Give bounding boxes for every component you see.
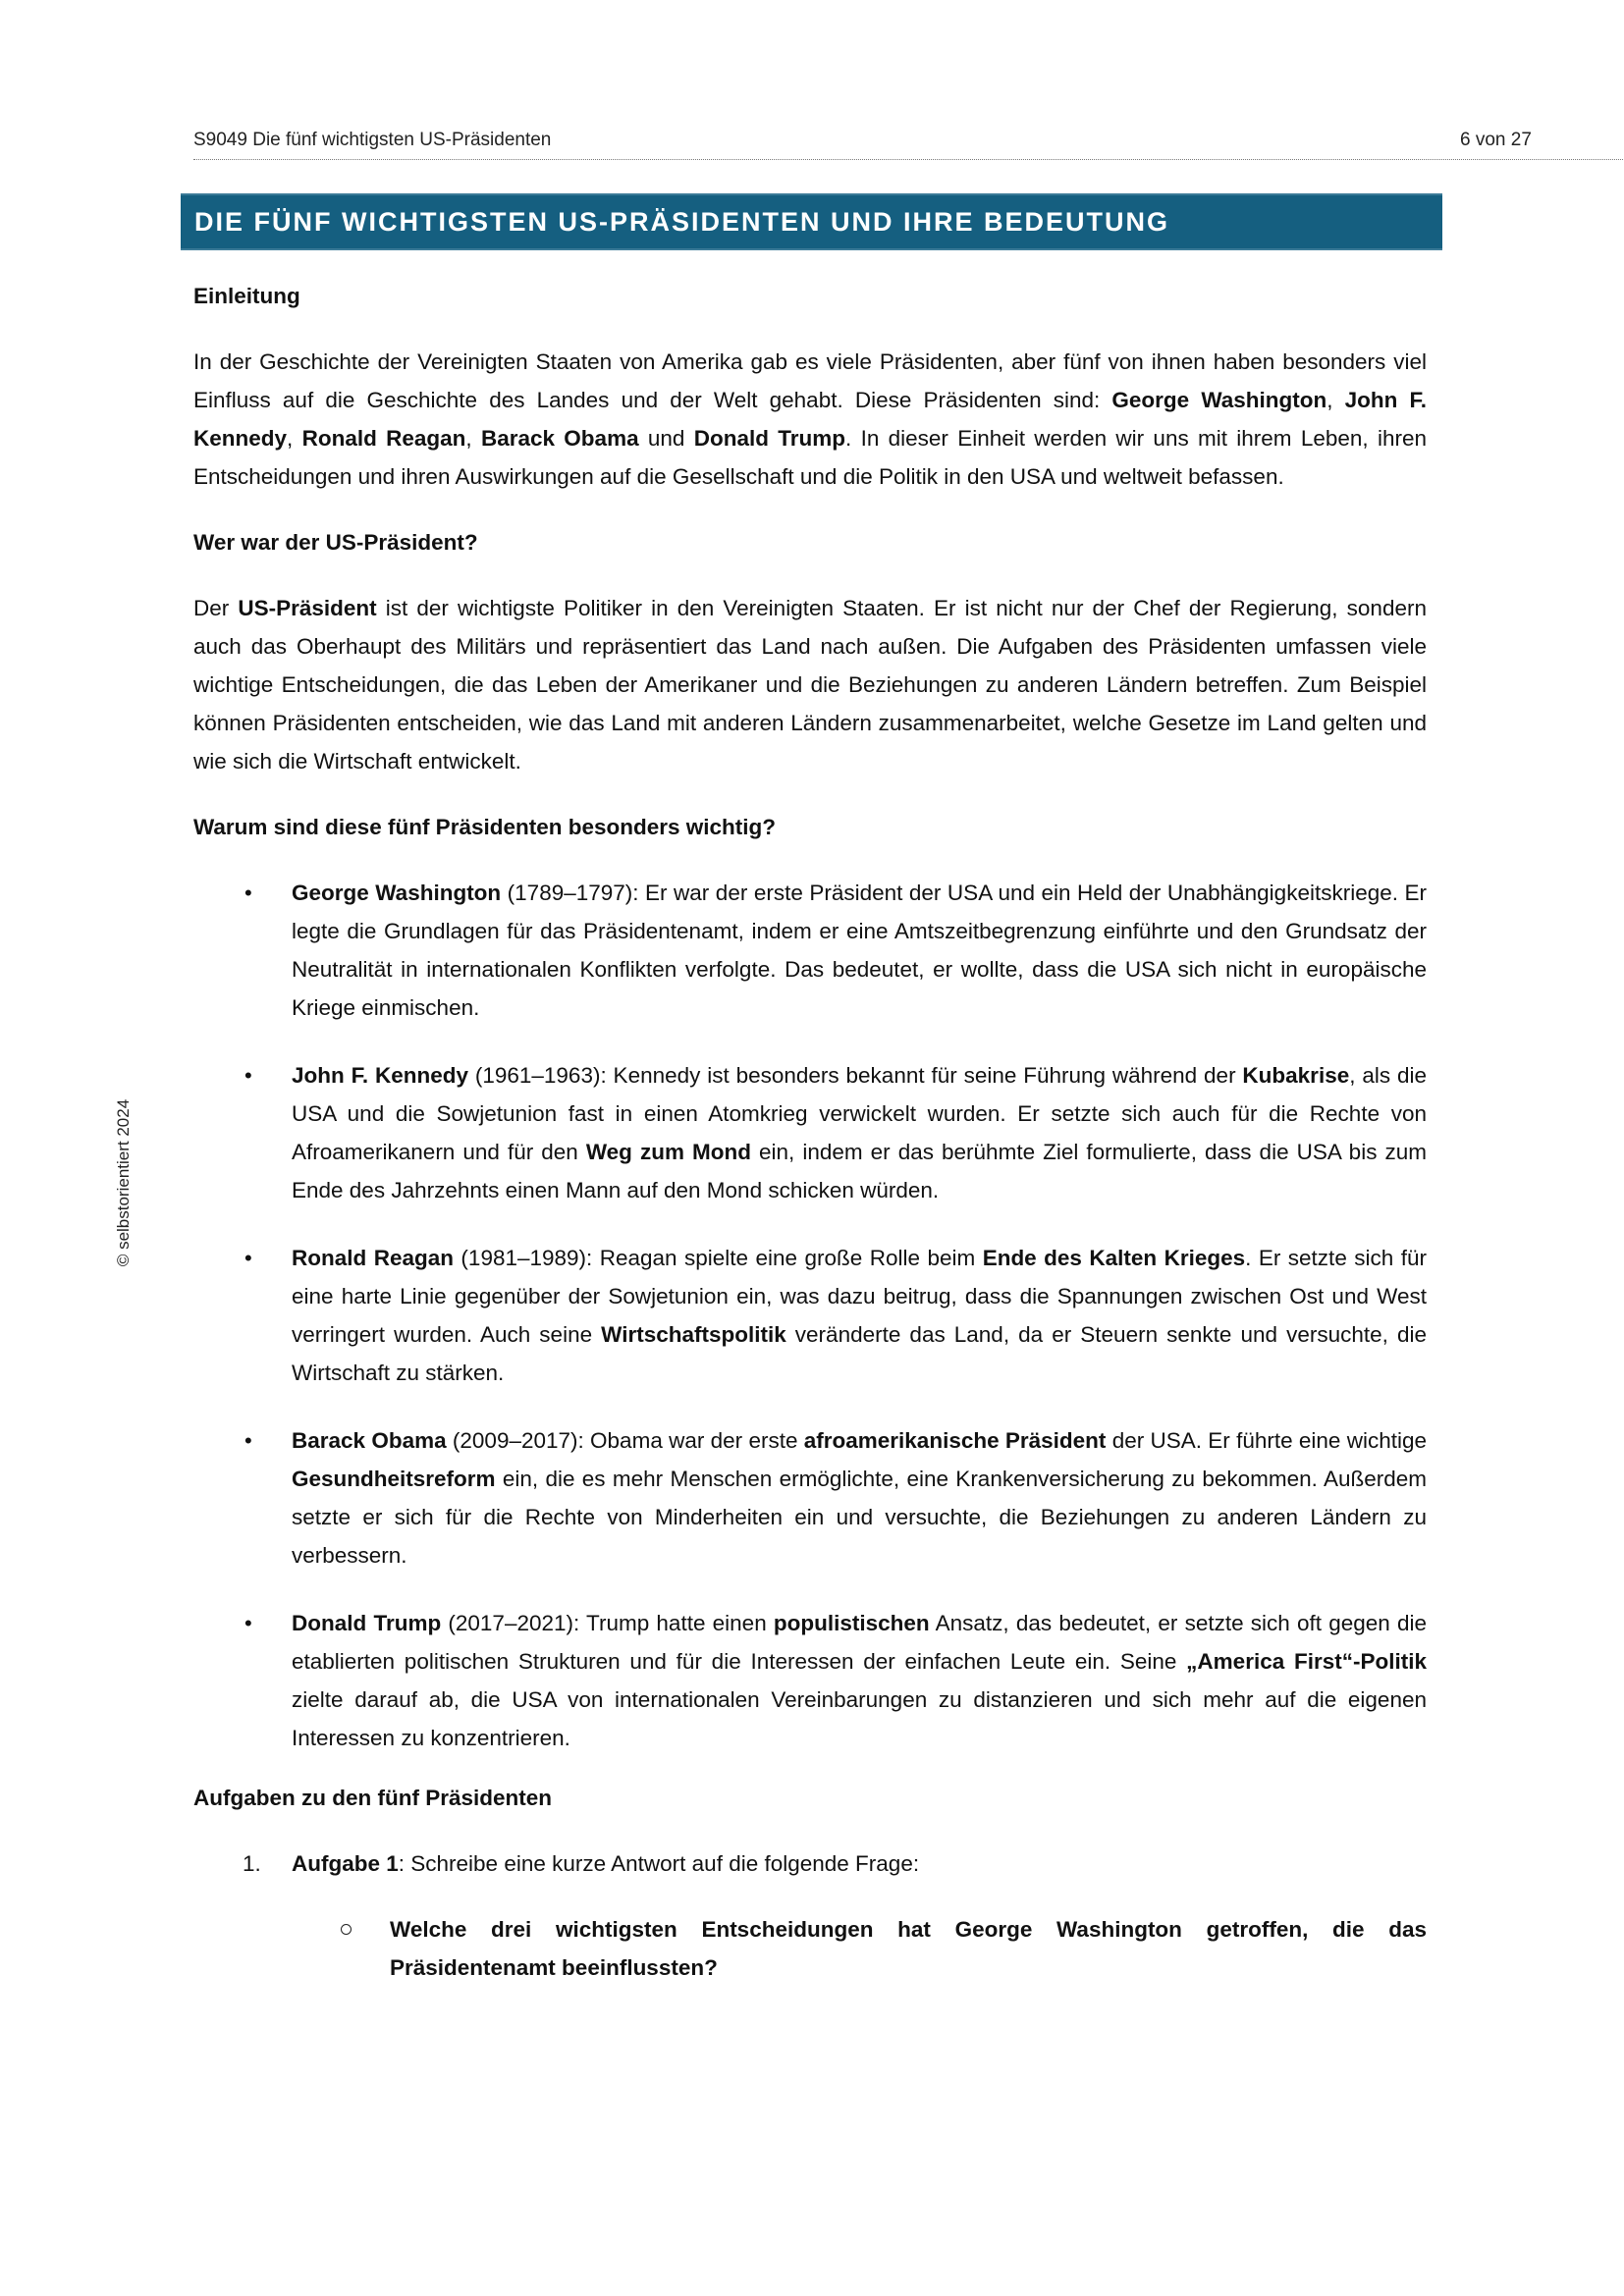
president-name: Ronald Reagan bbox=[301, 426, 466, 451]
task-label: Aufgabe 1 bbox=[292, 1851, 399, 1876]
president-name: George Washington bbox=[1111, 388, 1327, 412]
bold-term: „America First“-Politik bbox=[1186, 1649, 1427, 1674]
list-item-trump bbox=[193, 1604, 1427, 1757]
bullet-icon: • bbox=[244, 1428, 252, 1453]
title-banner bbox=[181, 193, 1442, 250]
bullet-icon: • bbox=[244, 1063, 252, 1088]
bold-term: Kubakrise bbox=[1242, 1063, 1350, 1088]
text: . Er setzte sich für eine harte Linie gegenüber der Sowjetunion ein, was dazu beitrug, dass die Spannungen zwischen Ost und West verringert wurden. Auch seine bbox=[292, 1246, 1428, 1347]
bold-term: populistischen bbox=[773, 1611, 930, 1635]
president-name: Barack Obama bbox=[292, 1428, 447, 1453]
section-why bbox=[193, 808, 1427, 1757]
intro-paragraph bbox=[193, 343, 1427, 496]
task-number: 1. bbox=[243, 1851, 261, 1876]
page-number: 6 von 27 bbox=[1460, 130, 1532, 150]
list-item-kennedy bbox=[193, 1056, 1427, 1209]
president-name: Ronald Reagan bbox=[292, 1246, 454, 1270]
bullet-icon: • bbox=[244, 1246, 252, 1270]
president-name: Donald Trump bbox=[292, 1611, 442, 1635]
task-instruction: : Schreibe eine kurze Antwort auf die folgende Frage: bbox=[398, 1851, 920, 1876]
page-header bbox=[193, 126, 1623, 160]
bold-term: Wirtschaftspolitik bbox=[601, 1322, 786, 1347]
text: (1981–1989): Reagan spielte eine große Rolle beim bbox=[453, 1246, 983, 1270]
text: Der bbox=[193, 596, 239, 620]
president-name: John F. Kennedy bbox=[193, 388, 1427, 451]
bold-term: Weg zum Mond bbox=[585, 1140, 751, 1164]
section-heading: Warum sind diese fünf Präsidenten besonders wichtig? bbox=[193, 815, 777, 839]
text: und bbox=[638, 426, 694, 451]
bullet-icon: • bbox=[244, 881, 252, 905]
text: (1789–1797): Er war der erste Präsident der USA und ein Held der Unabhängigkeitskriege. Er legte die Grundlagen für das Präsidentenamt, indem er eine Amtszeitbegrenzung einführte und den Grundsatz der Neutralität in internationalen Konflikten verfolgte. Das bedeutet, er wollte, dass die USA sich nicht in europäische Kriege einmischen. bbox=[292, 881, 1427, 1020]
president-name: Donald Trump bbox=[693, 426, 846, 451]
presidents-list bbox=[193, 874, 1427, 1757]
text: ein, die es mehr Menschen ermöglichte, eine Krankenversicherung zu bekommen. Außerdem setzte er sich für die Rechte von Minderheiten ein und versuchte, die Beziehungen zu anderen Ländern zu verbessern. bbox=[292, 1467, 1427, 1568]
tasks-list bbox=[193, 1844, 1427, 1883]
list-item-reagan bbox=[193, 1239, 1427, 1392]
bullet-icon: • bbox=[244, 1611, 252, 1635]
bold-term: Ende des Kalten Krieges bbox=[982, 1246, 1246, 1270]
section-who bbox=[193, 523, 1427, 780]
section-heading: Aufgaben zu den fünf Präsidenten bbox=[193, 1786, 553, 1810]
task-item bbox=[193, 1844, 1427, 1883]
who-paragraph bbox=[193, 589, 1427, 780]
section-introduction bbox=[193, 277, 1427, 496]
president-name: Barack Obama bbox=[480, 426, 639, 451]
question-text: Welche drei wichtigsten Entscheidungen hat George Washington getroffen, die das Präsidentenamt beeinflussten? bbox=[390, 1917, 1427, 1980]
text: , als die USA und die Sowjetunion fast in einen Atomkrieg verwickelt wurden. Er setzte sich auch für die Rechte von Afroamerikanern und für den bbox=[292, 1063, 1427, 1164]
text: . In dieser Einheit werden wir uns mit ihrem Leben, ihren Entscheidungen und ihren Auswirkungen auf die Gesellschaft und die Politik in den USA und weltweit befassen. bbox=[193, 426, 1427, 489]
task-question bbox=[193, 1910, 1427, 1987]
president-name: George Washington bbox=[292, 881, 502, 905]
text: In der Geschichte der Vereinigten Staaten von Amerika gab es viele Präsidenten, aber fünf von ihnen haben besonders viel Einfluss auf die Geschichte des Landes und der Welt gehabt. Diese Präsidenten sind: bbox=[193, 349, 1427, 412]
bold-term: afroamerikanische Präsident bbox=[803, 1428, 1107, 1453]
section-heading: Einleitung bbox=[193, 284, 300, 308]
page-title: DIE FÜNF WICHTIGSTEN US-PRÄSIDENTEN UND IHRE BEDEUTUNG bbox=[194, 207, 1170, 237]
text: , bbox=[465, 426, 481, 451]
list-item-washington bbox=[193, 874, 1427, 1027]
text: (1961–1963): Kennedy ist besonders bekannt für seine Führung während der bbox=[467, 1063, 1243, 1088]
text: , bbox=[287, 426, 302, 451]
text: ein, indem er das berühmte Ziel formulierte, dass die USA bis zum Ende des Jahrzehnts einen Mann auf den Mond schicken würden. bbox=[292, 1140, 1427, 1202]
section-heading: Wer war der US-Präsident? bbox=[193, 530, 478, 555]
document-body bbox=[193, 277, 1427, 1987]
list-item-obama bbox=[193, 1421, 1427, 1575]
text: (2017–2021): Trump hatte einen bbox=[441, 1611, 774, 1635]
bold-term: US-Präsident bbox=[238, 596, 377, 620]
hollow-circle-bullet-icon bbox=[341, 1924, 352, 1935]
text: (2009–2017): Obama war der erste bbox=[446, 1428, 804, 1453]
copyright-notice: © selbstorientiert 2024 bbox=[114, 1098, 133, 1267]
text: , bbox=[1326, 388, 1345, 412]
section-tasks bbox=[193, 1779, 1427, 1987]
text: veränderte das Land, da er Steuern senkte und versuchte, die Wirtschaft zu stärken. bbox=[292, 1322, 1427, 1385]
president-name: John F. Kennedy bbox=[292, 1063, 468, 1088]
text: ist der wichtigste Politiker in den Vereinigten Staaten. Er ist nicht nur der Chef der Regierung, sondern auch das Oberhaupt des Militärs und repräsentiert das Land nach außen. Die Aufgaben des Präsidenten umfassen viele wichtige Entscheidungen, die das Leben der Amerikaner und die Beziehungen zu anderen Ländern betreffen. Zum Beispiel können Präsidenten entscheiden, wie das Land mit anderen Ländern zusammenarbeitet, welche Gesetze im Land gelten und wie sich die Wirtschaft entwickelt. bbox=[193, 596, 1427, 774]
document-title: S9049 Die fünf wichtigsten US-Präsidenten bbox=[193, 130, 552, 150]
text: Ansatz, das bedeutet, er setzte sich oft gegen die etablierten politischen Strukturen und für die Interessen der einfachen Leute ein. Seine bbox=[292, 1611, 1427, 1674]
text: zielte darauf ab, die USA von internationalen Vereinbarungen zu distanzieren und sich mehr auf die eigenen Interessen zu konzentrieren. bbox=[292, 1687, 1427, 1750]
bold-term: Gesundheitsreform bbox=[292, 1467, 496, 1491]
text: der USA. Er führte eine wichtige bbox=[1106, 1428, 1427, 1453]
